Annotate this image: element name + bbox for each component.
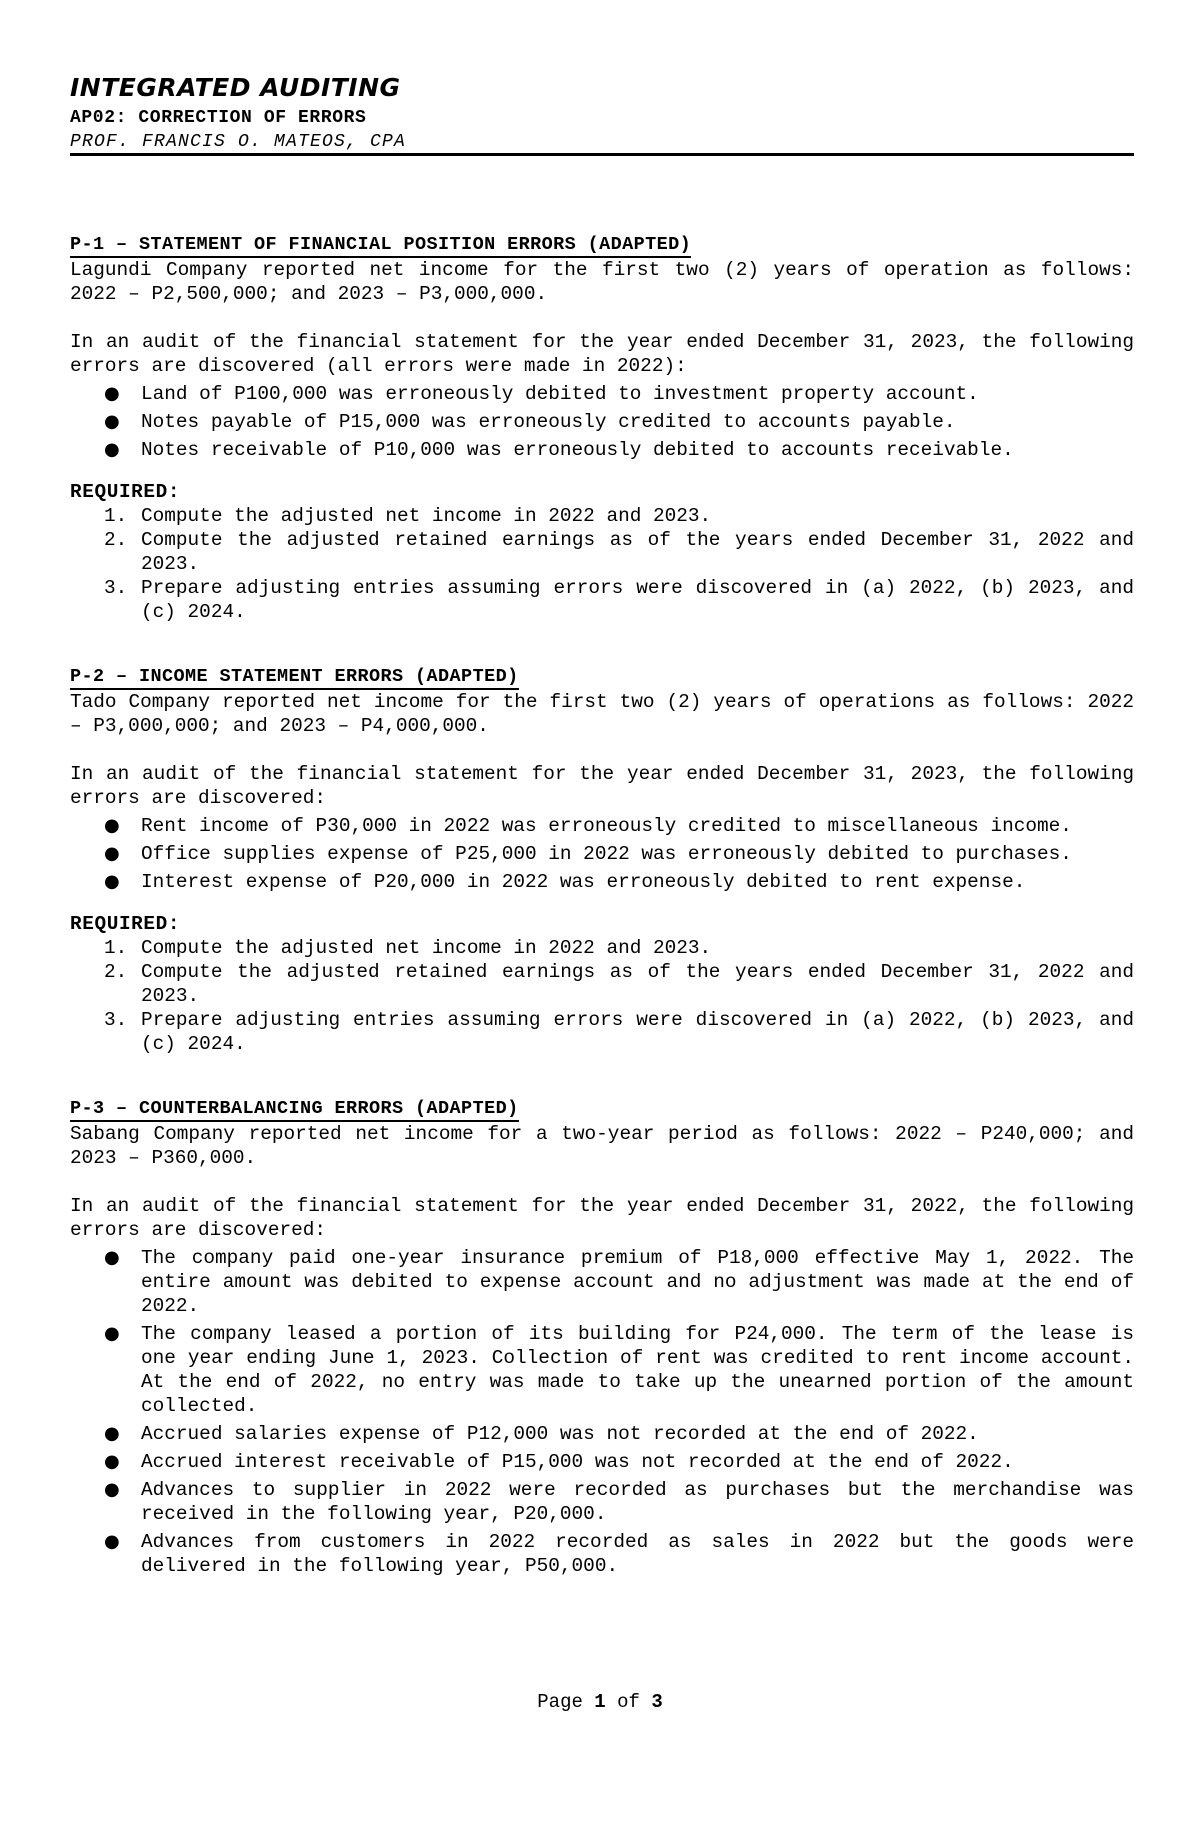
problem-context: In an audit of the financial statement for the year ended December 31, 2023, the following errors are discovered: (70, 763, 1134, 809)
bullet-icon: ● (104, 1323, 120, 1344)
bullet-icon: ● (104, 439, 120, 460)
section-title: P-3 – COUNTERBALANCING ERRORS (ADAPTED) (70, 1098, 519, 1122)
list-item: ● Land of P100,000 was erroneously debited to investment property account. (104, 383, 979, 405)
bullet-icon: ● (104, 1247, 120, 1268)
professor-name: PROF. FRANCIS O. MATEOS, CPA (70, 132, 407, 152)
list-item: ● Accrued salaries expense of P12,000 was not recorded at the end of 2022. (104, 1423, 979, 1445)
page-of-label: of (617, 1691, 640, 1713)
section-title: P-2 – INCOME STATEMENT ERRORS (ADAPTED) (70, 666, 519, 690)
problem-1 (70, 232, 1134, 624)
bullet-icon: ● (104, 1531, 120, 1552)
page-footer (0, 1690, 1200, 1714)
page-label: Page (537, 1691, 583, 1713)
document-body (70, 232, 1134, 1618)
list-item: 2. Compute the adjusted retained earnings as of the years ended December 31, 2022 and 2023. (104, 529, 1134, 575)
bullet-icon: ● (104, 383, 120, 404)
problem-context: In an audit of the financial statement for the year ended December 31, 2023, the following errors are discovered (all errors were made in 2022): (70, 331, 1134, 377)
section-title: P-1 – STATEMENT OF FINANCIAL POSITION ERRORS (ADAPTED) (70, 234, 691, 258)
required-list (70, 504, 1134, 624)
list-item: ● Interest expense of P20,000 in 2022 was erroneously debited to rent expense. (104, 871, 1026, 893)
error-list (70, 814, 1134, 894)
problem-context: In an audit of the financial statement for the year ended December 31, 2022, the following errors are discovered: (70, 1195, 1134, 1241)
problem-2 (70, 664, 1134, 1056)
list-item: ● The company paid one-year insurance premium of P18,000 effective May 1, 2022. The entire amount was debited to expense account and no adjustment was made at the end of 2022. (104, 1247, 1134, 1317)
error-list (70, 1246, 1134, 1578)
list-item: 1. Compute the adjusted net income in 2022 and 2023. (104, 937, 712, 959)
list-item: 1. Compute the adjusted net income in 2022 and 2023. (104, 505, 712, 527)
required-label: REQUIRED: (70, 913, 181, 935)
bullet-icon: ● (104, 1423, 120, 1444)
list-item: ● Notes payable of P15,000 was erroneously credited to accounts payable. (104, 411, 956, 433)
list-item: ● The company leased a portion of its building for P24,000. The term of the lease is one year ending June 1, 2023. Collection of rent was credited to rent income account. At the end of 2022, no entry was made to take up the unearned portion of the amount collected. (104, 1323, 1134, 1417)
topic-title: AP02: CORRECTION OF ERRORS (70, 108, 367, 128)
bullet-icon: ● (104, 1451, 120, 1472)
bullet-icon: ● (104, 1479, 120, 1500)
document-header (70, 70, 1134, 154)
list-item: 3. Prepare adjusting entries assuming errors were discovered in (a) 2022, (b) 2023, and (c) 2024. (104, 577, 1134, 623)
header-divider (70, 153, 1134, 156)
problem-intro: Tado Company reported net income for the first two (2) years of operations as follows: 2022 – P3,000,000; and 2023 – P4,000,000. (70, 691, 1134, 737)
required-list (70, 936, 1134, 1056)
error-list (70, 382, 1134, 462)
list-item: ● Advances from customers in 2022 recorded as sales in 2022 but the goods were delivered in the following year, P50,000. (104, 1531, 1134, 1577)
list-item: ● Advances to supplier in 2022 were recorded as purchases but the merchandise was received in the following year, P20,000. (104, 1479, 1134, 1525)
required-label: REQUIRED: (70, 481, 181, 503)
list-item: 2. Compute the adjusted retained earnings as of the years ended December 31, 2022 and 2023. (104, 961, 1134, 1007)
list-item: 3. Prepare adjusting entries assuming errors were discovered in (a) 2022, (b) 2023, and (c) 2024. (104, 1009, 1134, 1055)
list-item: ● Notes receivable of P10,000 was erroneously debited to accounts receivable. (104, 439, 1014, 461)
list-item: ● Rent income of P30,000 in 2022 was erroneously credited to miscellaneous income. (104, 815, 1072, 837)
list-item: ● Office supplies expense of P25,000 in 2022 was erroneously debited to purchases. (104, 843, 1072, 865)
problem-intro: Sabang Company reported net income for a two-year period as follows: 2022 – P240,000; and 2023 – P360,000. (70, 1123, 1134, 1169)
bullet-icon: ● (104, 843, 120, 864)
page-total: 3 (651, 1691, 663, 1713)
bullet-icon: ● (104, 815, 120, 836)
bullet-icon: ● (104, 871, 120, 892)
course-title: INTEGRATED AUDITING (70, 73, 401, 102)
page-number: 1 (594, 1691, 606, 1713)
problem-3 (70, 1096, 1134, 1578)
bullet-icon: ● (104, 411, 120, 432)
list-item: ● Accrued interest receivable of P15,000 was not recorded at the end of 2022. (104, 1451, 1014, 1473)
problem-intro: Lagundi Company reported net income for the first two (2) years of operation as follows: 2022 – P2,500,000; and 2023 – P3,000,000. (70, 259, 1134, 305)
